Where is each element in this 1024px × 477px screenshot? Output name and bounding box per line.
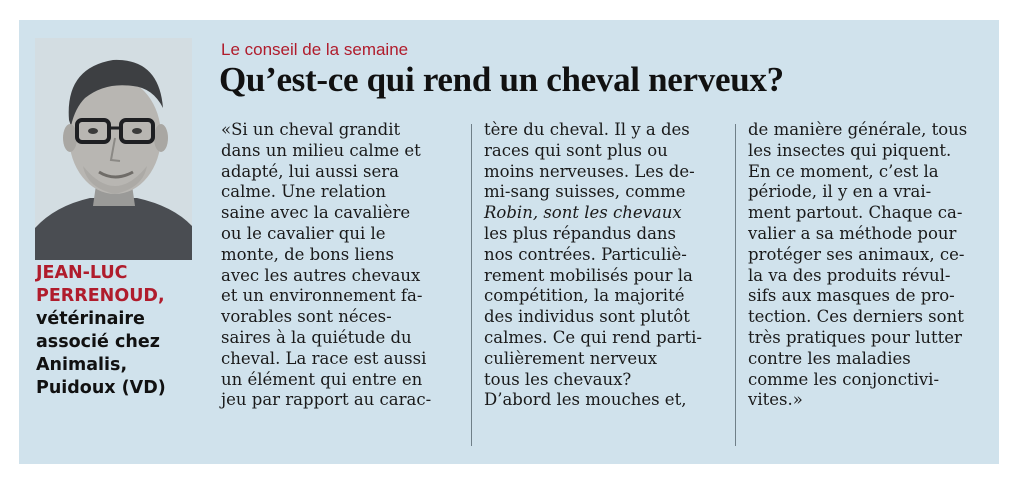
text-line: sifs aux masques de pro-: [748, 286, 955, 306]
text-line: moins nerveuses. Les de-: [484, 161, 695, 181]
article-headline: Qu’est-ce qui rend un cheval nerveux?: [219, 60, 784, 99]
text-line: tous les chevaux?: [484, 369, 632, 389]
text-line: monte, de bons liens: [221, 244, 394, 264]
text-line: ment partout. Chaque ca-: [748, 203, 963, 223]
text-line: et un environnement fa-: [221, 286, 423, 306]
author-name-line: PERRENOUD,: [36, 286, 165, 306]
text-line: Robin, sont les chevaux: [484, 203, 682, 223]
text-line: compétition, la majorité: [484, 286, 685, 306]
text-line: très pratiques pour lutter: [748, 327, 962, 347]
text-line: nos contrées. Particuliè-: [484, 244, 687, 264]
text-line: avec les autres chevaux: [221, 265, 421, 285]
column-divider: [471, 124, 472, 446]
text-line: races qui sont plus ou: [484, 140, 668, 160]
text-column-2: [484, 120, 702, 411]
column-divider: [735, 124, 736, 446]
text-line: vites.»: [748, 390, 803, 410]
text-line: D’abord les mouches et,: [484, 390, 687, 410]
text-line: jeu par rapport au carac-: [221, 390, 432, 410]
text-line: période, il y en a vrai-: [748, 182, 932, 202]
text-line: les plus répandus dans: [484, 223, 677, 243]
text-line: de manière générale, tous: [748, 120, 968, 139]
text-line: rement mobilisés pour la: [484, 265, 693, 285]
author-role-line: associé chez: [36, 332, 160, 352]
text-line: la va des produits révul-: [748, 265, 951, 285]
text-line: tection. Ces derniers sont: [748, 307, 964, 327]
text-line: valier a sa méthode pour: [748, 223, 957, 243]
text-line: dans un milieu calme et: [221, 140, 421, 160]
text-line: un élément qui entre en: [221, 369, 423, 389]
text-line: «Si un cheval grandit: [221, 120, 401, 139]
text-line: calme. Une relation: [221, 182, 387, 202]
text-column-1: [221, 120, 431, 411]
text-line: les insectes qui piquent.: [748, 140, 952, 160]
text-line: vorables sont néces-: [221, 307, 392, 327]
text-column-3: [748, 120, 967, 411]
text-line: calmes. Ce qui rend parti-: [484, 327, 702, 347]
text-line: En ce moment, c’est la: [748, 161, 939, 181]
text-line: cheval. La race est aussi: [221, 348, 427, 368]
text-line: contre les maladies: [748, 348, 911, 368]
text-line: comme les conjonctivi-: [748, 369, 940, 389]
author-name-line: JEAN-LUC: [36, 263, 128, 283]
author-role-line: Puidoux (VD): [36, 378, 166, 398]
text-line: mi-sang suisses, comme: [484, 182, 686, 202]
text-line: protéger ses animaux, ce-: [748, 244, 965, 264]
text-line: saine avec la cavalière: [221, 203, 411, 223]
text-line: adapté, lui aussi sera: [221, 161, 399, 181]
author-role-line: Animalis,: [36, 355, 128, 375]
text-line: saires à la quiétude du: [221, 327, 412, 347]
text-line: tère du cheval. Il y a des: [484, 120, 690, 139]
portrait-image: [35, 38, 192, 260]
text-line: des individus sont plutôt: [484, 307, 690, 327]
author-photo: [35, 38, 192, 260]
author-role-line: vétérinaire: [36, 309, 145, 329]
section-kicker: Le conseil de la semaine: [221, 40, 409, 59]
text-line: culièrement nerveux: [484, 348, 658, 368]
author-caption: [36, 262, 206, 400]
advice-box: [19, 20, 999, 464]
text-line: ou le cavalier qui le: [221, 223, 386, 243]
